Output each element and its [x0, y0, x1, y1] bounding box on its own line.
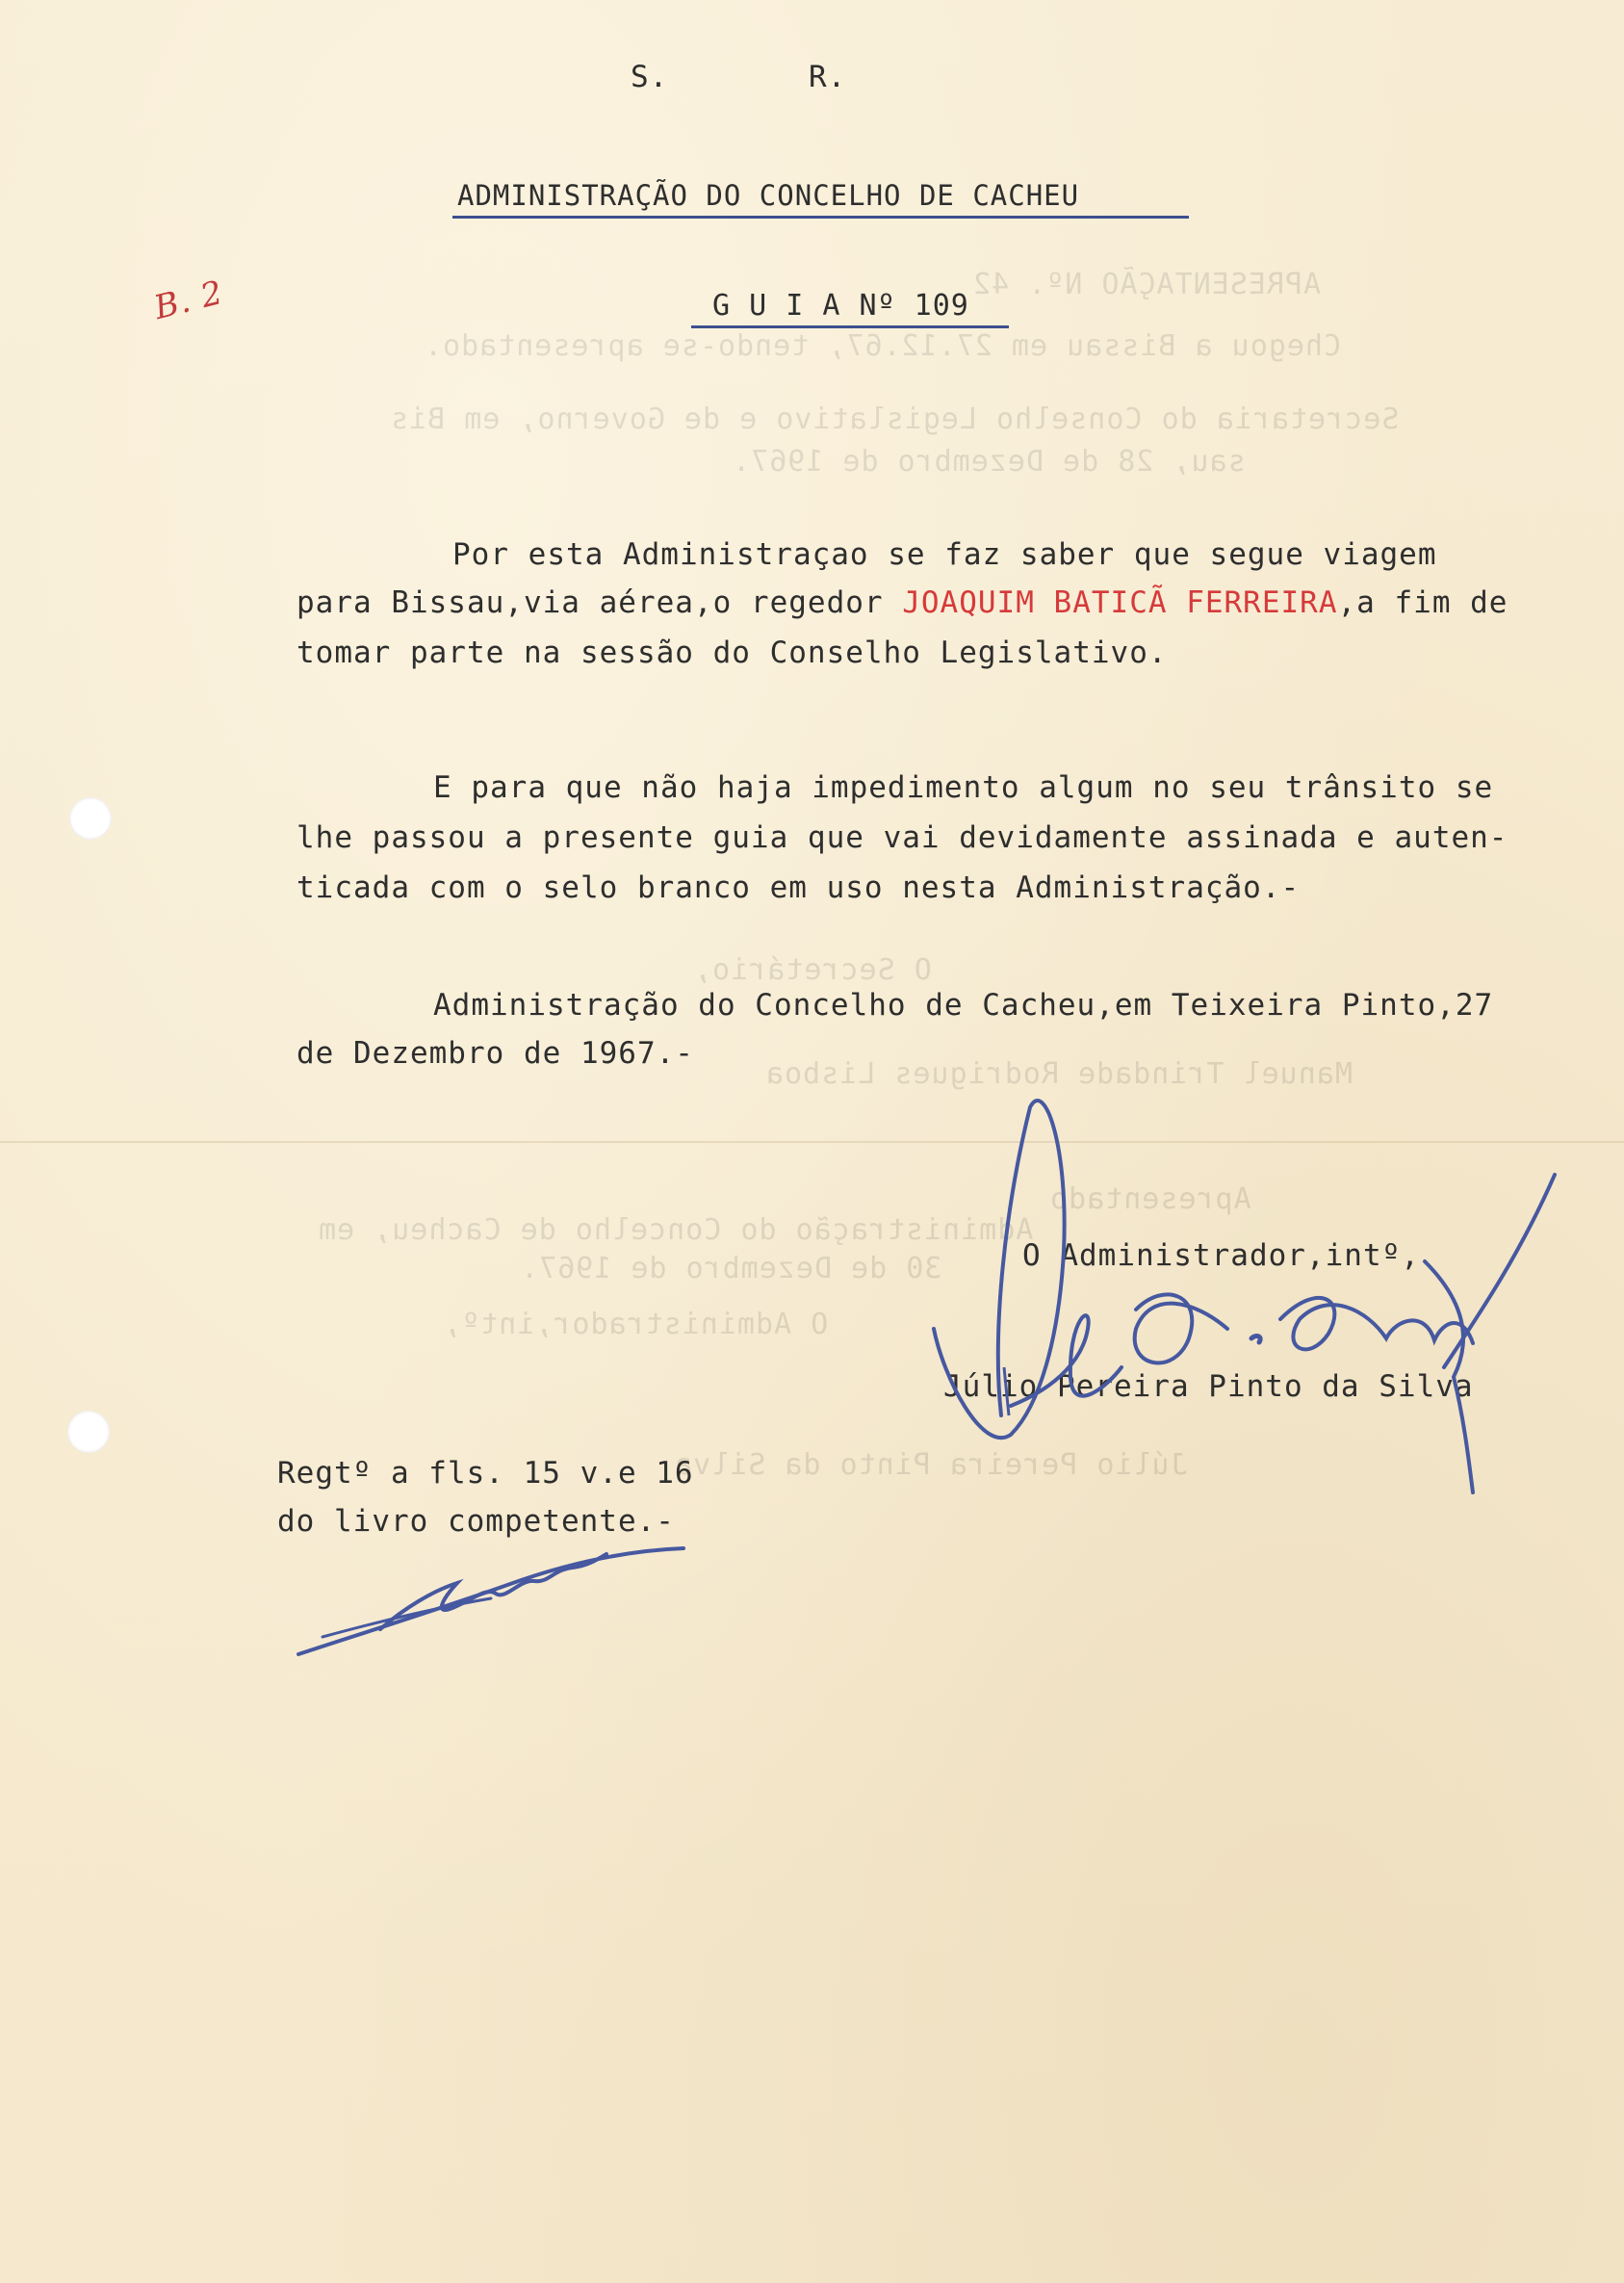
body-p1-line1: Por esta Administraçao se faz saber que segue viagem: [452, 537, 1437, 572]
body-p1-line2-end: ,a fim de: [1337, 585, 1508, 620]
punch-hole-top: [69, 797, 112, 840]
header-mark-r: R.: [809, 60, 847, 94]
document-page: APRESENTAÇÃO Nº. 42 Chegou a Bissau em 27.12.67, tendo-se apresentado. Secretaria do Conselho Legislativo e de Governo, em Bis sau, 28 de Dezembro de 1967. O Secretário, Manuel Trindade Rodrigues Lisboa Apresentado Administração do Concelho de Cacheu, em 30 de Dezembro de 1967. O Administrador,intº, Júlio Pereira Pinto da Silva S. R. ADMINISTRAÇÃO DO CONCELHO DE CACHEU G U I A Nº 109 B. 2 Por esta Administraçao se faz saber que segue viagem para Bissau,via aérea,o regedor JOAQUIM BATICÃ FERREIRA,a fim de tomar parte na sessão do Conselho Legislativo. E para que não haja impedimento algum no seu trânsito se lhe passou a presente guia que vai devidamente assinada e auten- ticada com o selo branco em uso nesta Administração.- Administração do Concelho de Cacheu,em Teixeira Pinto,27 de Dezembro de 1967.- O Administrador,intº, Júlio Pereira Pinto da Silva Regtº a fls. 15 v.e 16 do livro competente.-: [0, 0, 1624, 2283]
body-p2-line2: lhe passou a presente guia que vai devidamente assinada e auten-: [296, 820, 1508, 855]
body-p1-line3: tomar parte na sessão do Conselho Legislativo.: [296, 636, 1168, 670]
body-p3-line2: de Dezembro de 1967.-: [296, 1036, 694, 1071]
office-title-underline: [452, 216, 1189, 219]
office-title: ADMINISTRAÇÃO DO CONCELHO DE CACHEU: [457, 179, 1080, 212]
margin-annotation: B. 2: [150, 272, 227, 328]
body-p2-line1: E para que não haja impedimento algum no seu trânsito se: [433, 770, 1494, 805]
administrator-signature: [847, 1088, 1579, 1512]
body-p1-line2: [296, 585, 1508, 620]
body-p2-line3: ticada com o selo branco em uso nesta Administração.-: [296, 870, 1301, 905]
body-p3-line1: Administração do Concelho de Cacheu,em Teixeira Pinto,27: [433, 988, 1494, 1023]
signatory-name: Júlio Pereira Pinto da Silva: [943, 1369, 1474, 1404]
traveler-name: JOAQUIM BATICÃ FERREIRA: [902, 585, 1338, 620]
registry-signature: [289, 1541, 693, 1666]
header-mark-s: S.: [631, 60, 669, 94]
registry-line2: do livro competente.-: [277, 1504, 675, 1539]
punch-hole-bottom: [67, 1411, 110, 1453]
registry-line1: Regtº a fls. 15 v.e 16: [277, 1456, 694, 1491]
body-p1-line2-start: para Bissau,via aérea,o regedor: [296, 585, 903, 620]
signatory-role: O Administrador,intº,: [1022, 1238, 1420, 1273]
guia-number: G U I A Nº 109: [712, 289, 969, 323]
guia-underline: [691, 325, 1009, 328]
